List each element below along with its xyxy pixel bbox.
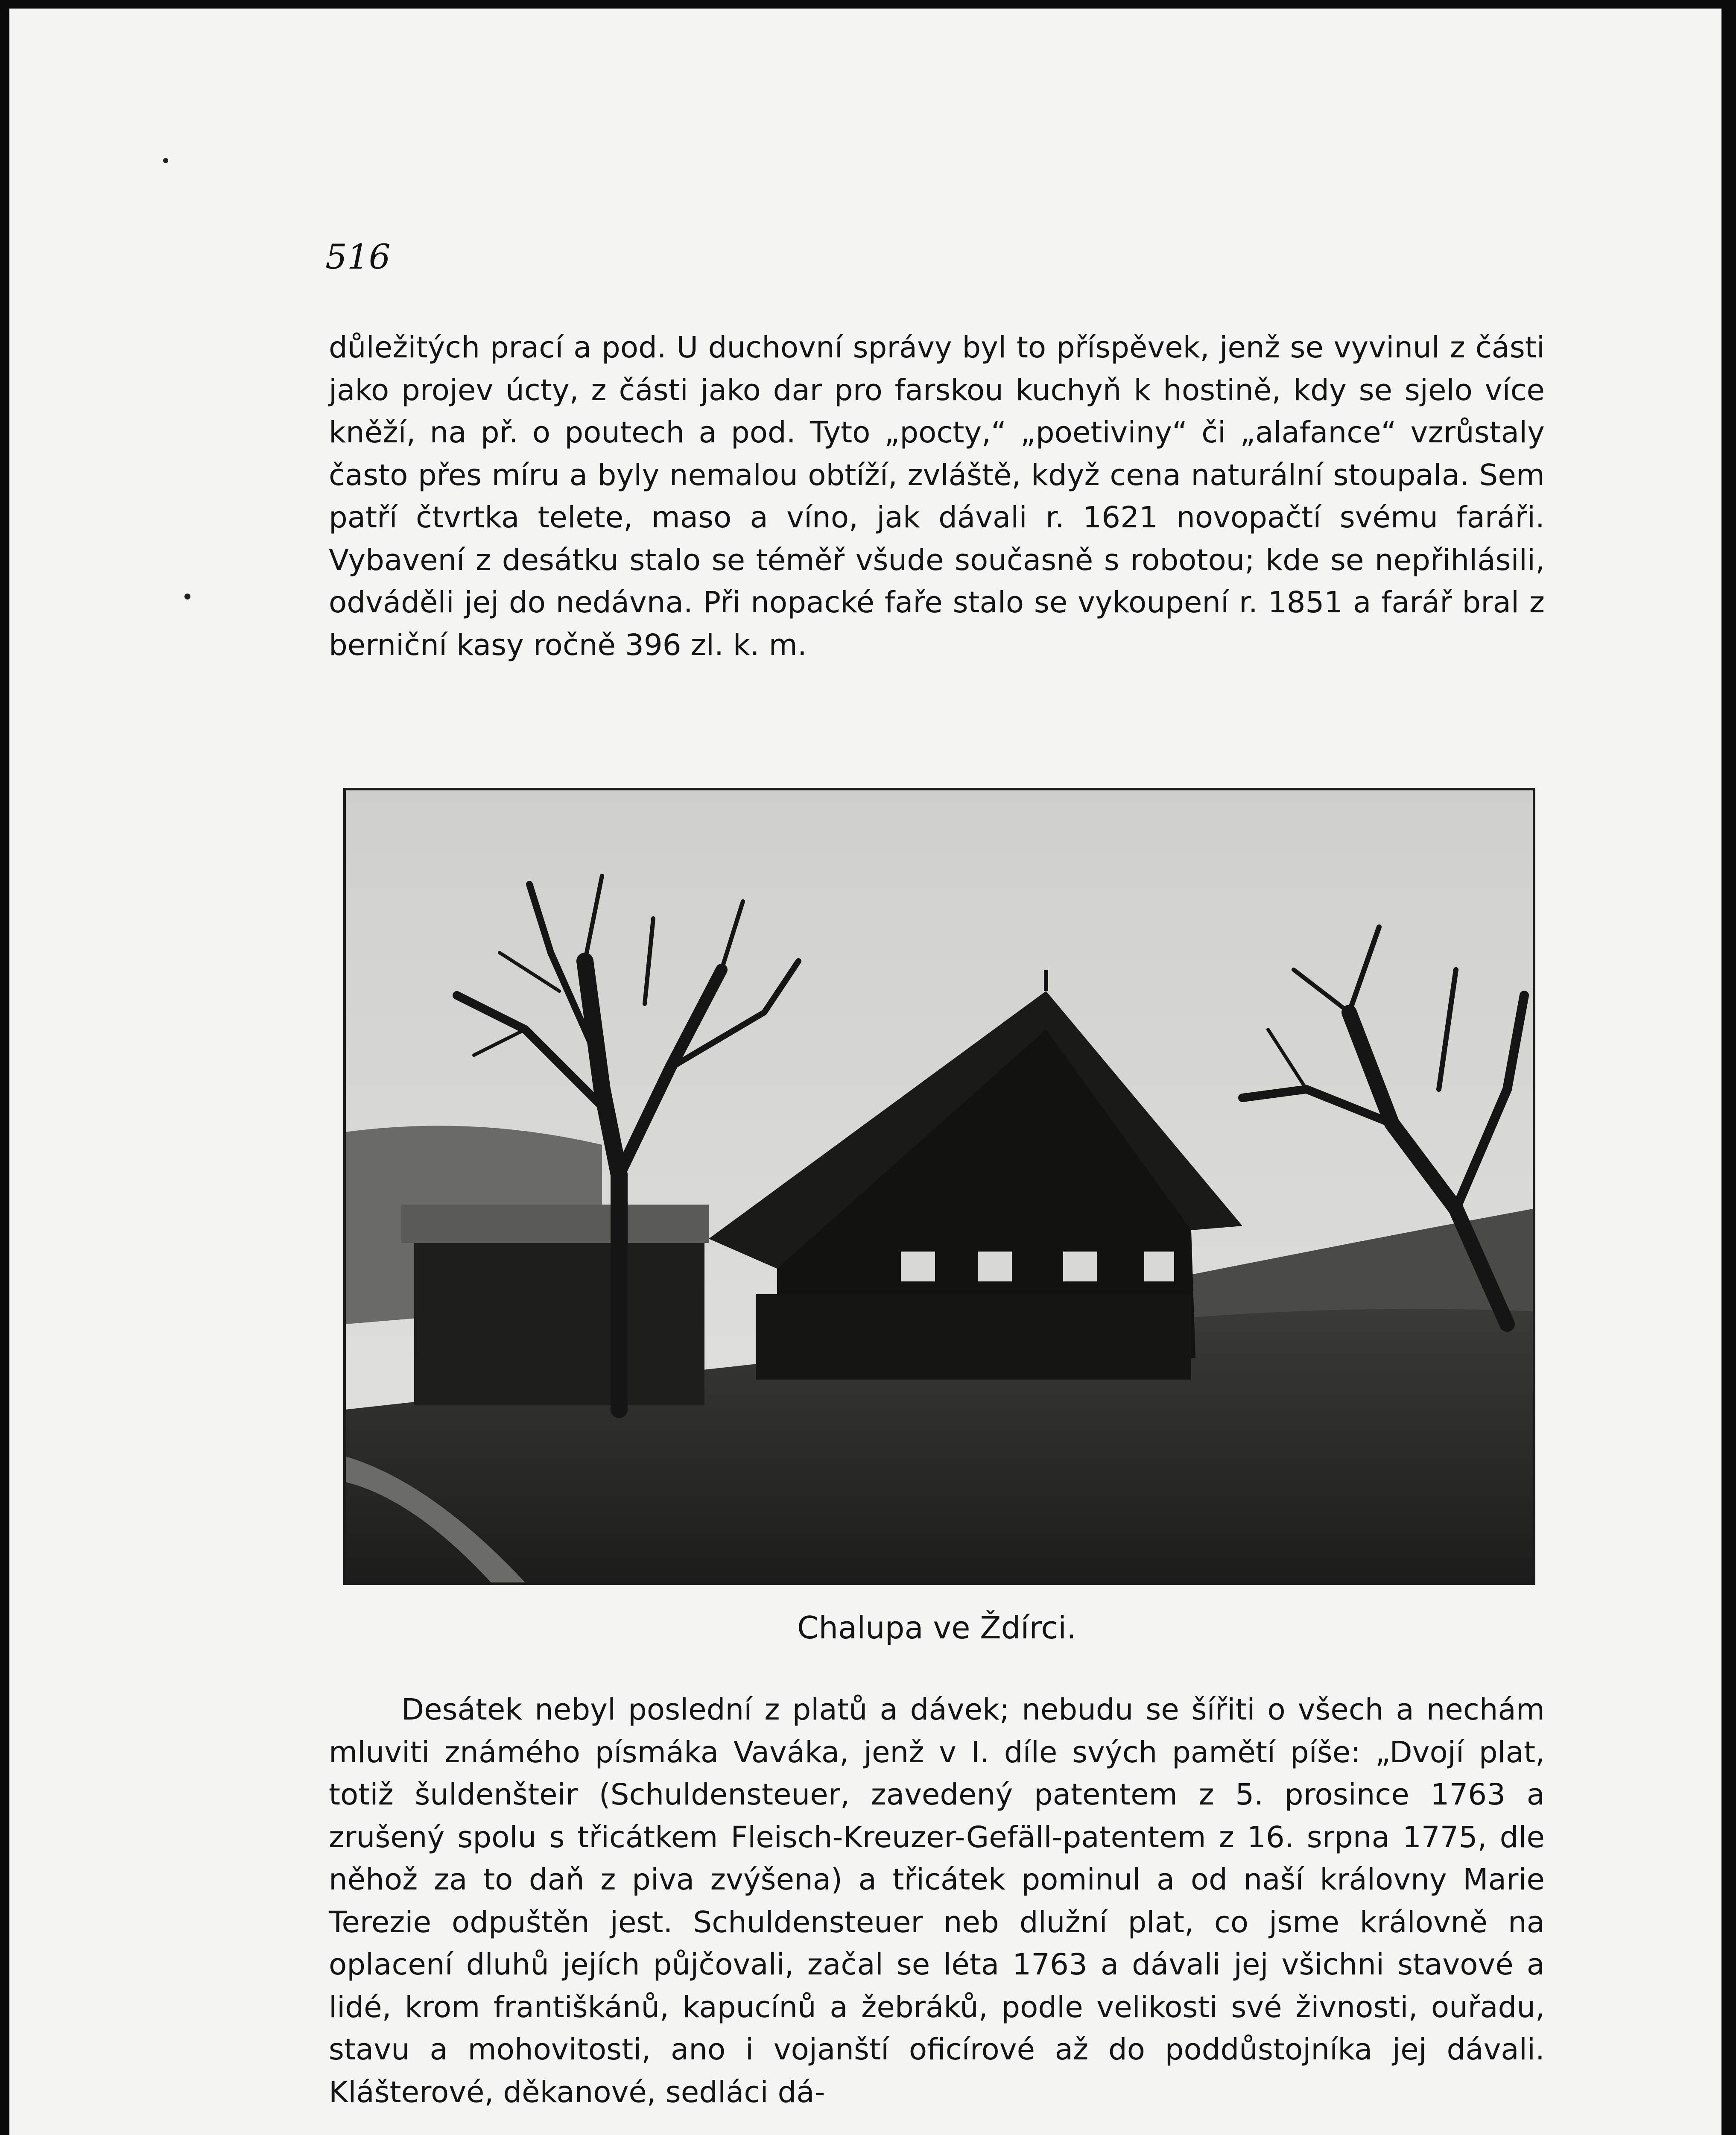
- cottage-window-1: [901, 1252, 935, 1281]
- cottage-window-2: [978, 1252, 1012, 1281]
- cottage-base: [756, 1294, 1191, 1380]
- page-sheet: [9, 9, 1721, 2135]
- paragraph-2: Desátek nebyl poslední z platů a dávek; nebudu se šířiti o všech a nechám mluviti známého písmáka Vaváka, jenž v I. díle svých pamětí píše: „Dvojí plat, totiž šuldenšteir (Schuldensteuer, zavedený patentem z 5. prosince 1763 a zrušený spolu s třicátkem Fleisch-Kreuzer-Gefäll-patentem z 16. srpna 1775, dle něhož za to daň z piva zvýšena) a třicátek pominul a od naší královny Marie Terezie odpuštěn jest. Schuldensteuer neb dlužní plat, co jsme královně na oplacení dluhů jejích půjčovali, začal se léta 1763 a dávali jej všichni stavové a lidé, krom františkánů, kapucínů a žebráků, podle velikosti své živnosti, ouřadu, stavu a mohovitosti, ano i vojanští oficírové až do poddůstojníka jej dávali. Klášterové, děkanové, sedláci dá-: [329, 1693, 1545, 2109]
- cottage-photo: [346, 790, 1533, 1582]
- figure-caption: Chalupa ve Ždírci.: [797, 1610, 1076, 1646]
- paper-speck: [184, 594, 190, 600]
- paper-speck: [163, 158, 168, 163]
- photo-figure: [343, 788, 1535, 1585]
- shed-body: [414, 1243, 704, 1405]
- cottage-window-3: [1063, 1252, 1097, 1281]
- paragraph-1: důležitých prací a pod. U duchovní správy byl to příspěvek, jenž se vyvinul z části jako projev úcty, z části jako dar pro farskou kuchyň k hostině, kdy se sjelo více kněží, na př. o poutech a pod. Tyto „pocty,“ „poetiviny“ či „alafance“ vzrůstaly často přes míru a byly nemalou obtíží, zvláště, když cena naturální stoupala. Sem patří čtvrtka telete, maso a víno, jak dávali r. 1621 novopačtí svému faráři. Vybavení z desátku stalo se téměř všude současně s robotou; kde se nepřihlásili, odváděli jej do nedávna. Při nopacké faře stalo se vykoupení r. 1851 a farář bral z berniční kasy ročně 396 zl. k. m.: [329, 330, 1545, 662]
- cottage-window-4: [1144, 1252, 1174, 1281]
- shed-roof: [401, 1205, 709, 1243]
- page-number: 516: [325, 237, 391, 277]
